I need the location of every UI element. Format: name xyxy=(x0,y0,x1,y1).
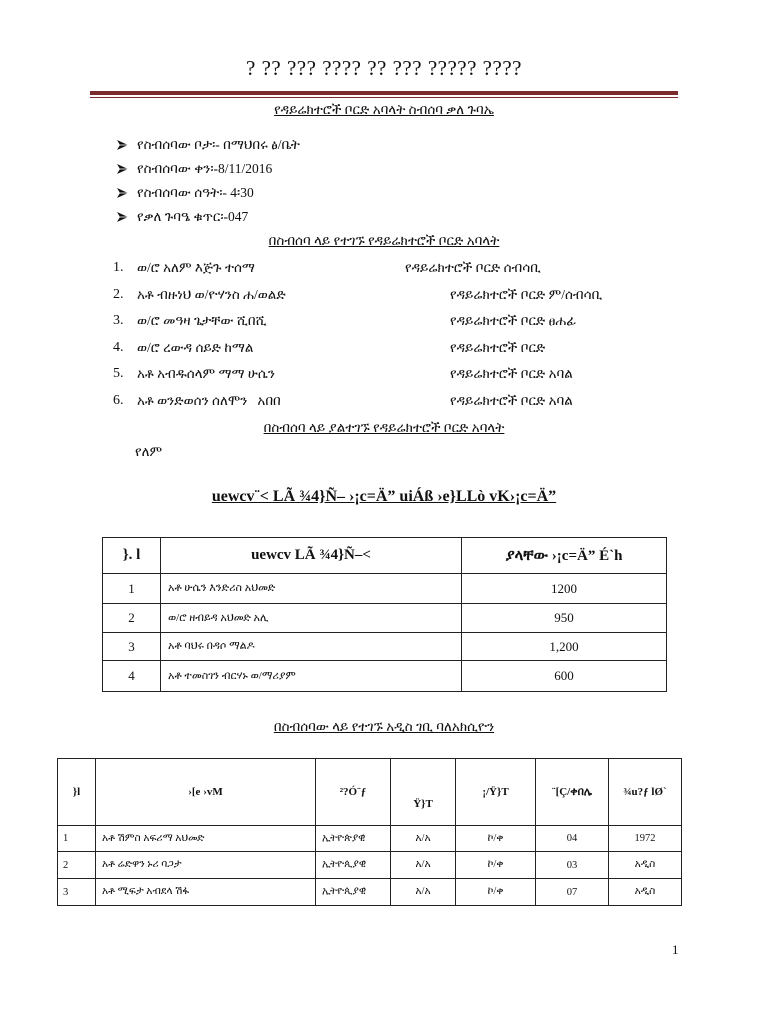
woreda: 04 xyxy=(536,826,609,852)
minutes-number: የቃለ ጉባዔ ቁጥር፡-047 xyxy=(137,209,249,224)
city: አ/አ xyxy=(391,852,456,879)
meeting-location: የስብሰባው ቦታ፡- በማህበሩ ፅ/ቤት xyxy=(137,137,300,152)
nationality: ኢትዮጲያዊ xyxy=(316,879,391,906)
share-transfer-table xyxy=(102,537,667,692)
column-header-name: uewcv LÃ ¾4}Ñ–< xyxy=(161,538,462,574)
house-number: አዲስ xyxy=(609,879,682,906)
minutes-subtitle: የዳይሬክተሮች ቦርድ አባላት ስብሰባ ቃለ ጉባኤ xyxy=(274,102,494,117)
city: አ/አ xyxy=(391,826,456,852)
woreda: 03 xyxy=(536,852,609,879)
attendee-row xyxy=(0,340,768,367)
attendee-number: 5. xyxy=(113,366,124,382)
absent-none-text: የለም xyxy=(135,444,163,459)
share-amount: 950 xyxy=(462,604,667,633)
row-number: 3 xyxy=(58,879,96,906)
arrow-bullet-icon xyxy=(117,212,128,222)
table-row xyxy=(103,574,667,604)
column-header-number: }l xyxy=(58,759,96,826)
table-header-row xyxy=(58,759,682,826)
arrow-bullet-icon xyxy=(117,188,128,198)
shareholder-name: አቶ ሚፍታ አብደላ ሽፋ xyxy=(96,879,316,906)
attendee-row xyxy=(0,260,768,287)
column-header-number: }. l xyxy=(103,538,161,574)
meeting-info-item xyxy=(0,185,768,209)
document-title: ? ?? ??? ???? ?? ??? ????? ???? xyxy=(246,56,522,80)
share-transfer-heading: uewcv¨< LÃ ¾4}Ñ– ›¡c=Ä” uiÁß ›e}LLò vK›¡c=Ä” xyxy=(211,488,557,505)
attendee-row xyxy=(0,287,768,314)
attendee-role: የዳይሬክተሮች ቦርድ አባል xyxy=(450,392,573,408)
attendee-role: የዳይሬክተሮች ቦርድ xyxy=(450,339,546,355)
table-row xyxy=(58,879,682,906)
attendee-number: 6. xyxy=(113,392,124,408)
meeting-info-item xyxy=(0,161,768,185)
table-row xyxy=(103,661,667,692)
meeting-info-list xyxy=(0,137,768,233)
meeting-time: የስብሰባው ሰዓት፡- 4፡30 xyxy=(137,185,254,200)
table-row xyxy=(58,826,682,852)
meeting-info-item xyxy=(0,209,768,233)
shareholder-name: አቶ ባህሩ በዳሶ ማልዶ xyxy=(161,633,462,661)
shareholder-name: አቶ ሬድዋን ኑሪ ባጋታ xyxy=(96,852,316,879)
title-double-rule xyxy=(90,91,678,98)
column-header-full-name: ›[e ›vM xyxy=(96,759,316,826)
attendee-name: ወ/ሮ አለም እጅጉ ተሰማ xyxy=(137,260,255,275)
row-number: 3 xyxy=(103,633,161,661)
meeting-date: የስብሰባው ቀን፡-8/11/2016 xyxy=(137,161,273,176)
attendee-row xyxy=(0,366,768,393)
subcity: ኮ/ቀ xyxy=(456,879,536,906)
row-number: 1 xyxy=(58,826,96,852)
shareholder-name: አቶ ተመስገን ብርሃኑ ወ/ማሪያም xyxy=(161,661,462,692)
share-amount: 1200 xyxy=(462,574,667,604)
absent-heading: በስብሰባ ላይ ያልተገኙ የዳይሬክተሮች ቦርድ አባላት xyxy=(263,420,505,435)
attendee-role: የዳይሬክተሮች ቦርድ ም/ሰብሳቢ xyxy=(450,286,603,302)
column-header-city: Ÿ}T xyxy=(391,759,456,826)
column-header-subcity: ¡/Ÿ}T xyxy=(456,759,536,826)
attendee-row xyxy=(0,313,768,340)
attendee-role: የዳይሬክተሮች ቦርድ ፀሐፊ xyxy=(450,313,577,329)
city: አ/አ xyxy=(391,879,456,906)
subcity: ኮ/ቀ xyxy=(456,826,536,852)
attendee-row xyxy=(0,393,768,420)
row-number: 4 xyxy=(103,661,161,692)
woreda: 07 xyxy=(536,879,609,906)
house-number: 1972 xyxy=(609,826,682,852)
attendee-number: 2. xyxy=(113,286,124,302)
table-row xyxy=(103,633,667,661)
arrow-bullet-icon xyxy=(117,164,128,174)
new-shareholders-heading: በስብሰባው ላይ የተገኙ አዲስ ገቢ ባለአክሲዮን xyxy=(273,719,495,734)
arrow-bullet-icon xyxy=(117,140,128,150)
meeting-info-item xyxy=(0,137,768,161)
attendees-list xyxy=(0,260,768,420)
attendee-name: አቶ ብዙነህ ወ/ዮሃንስ ሐ/ወልድ xyxy=(137,286,286,302)
row-number: 1 xyxy=(103,574,161,604)
attendee-role: የዳይሬክተሮች ቦርድ አባል xyxy=(450,366,573,382)
attendee-number: 4. xyxy=(113,339,124,355)
attendee-name: አቶ ወንድወሰን ሰለሞን አበበ xyxy=(137,392,281,408)
row-number: 2 xyxy=(103,604,161,633)
share-amount: 1,200 xyxy=(462,633,667,661)
subcity: ኮ/ቀ xyxy=(456,852,536,879)
shareholder-name: አቶ ሁሴን እንድሪስ አህመድ xyxy=(161,574,462,604)
house-number: አዲስ xyxy=(609,852,682,879)
table-row xyxy=(103,604,667,633)
shareholder-name: አቶ ሽምስ አፍሪማ አህመድ xyxy=(96,826,316,852)
attendee-role: የዳይሬክተሮች ቦርድ ሰብሳቢ xyxy=(405,260,541,275)
nationality: ኢትዮጲያዊ xyxy=(316,852,391,879)
table-header-row xyxy=(103,538,667,574)
column-header-shares: ያላቸው ›¡c=Ä” É`h xyxy=(462,538,667,574)
page-number: 1 xyxy=(672,942,679,957)
column-header-nationality: ²?Ó¨ƒ xyxy=(316,759,391,826)
attendee-name: ወ/ሮ መዓዛ ጌታቸው ሺበሺ xyxy=(137,313,267,329)
attendee-number: 3. xyxy=(113,313,124,329)
row-number: 2 xyxy=(58,852,96,879)
column-header-house-number: ¾u?ƒ lØ` xyxy=(609,759,682,826)
share-amount: 600 xyxy=(462,661,667,692)
new-shareholders-table xyxy=(57,758,682,906)
attendee-number: 1. xyxy=(113,260,124,275)
column-header-woreda: ¨[Ç/ቀበሌ xyxy=(536,759,609,826)
nationality: ኢትዮጵያዊ xyxy=(316,826,391,852)
attendee-name: አቶ አብዱሰላም ማማ ሁሴን xyxy=(137,366,275,382)
attendees-heading: በስብሰባ ላይ የተገኙ የዳይሬክተሮች ቦርድ አባላት xyxy=(268,233,500,248)
shareholder-name: ወ/ሮ ዘብይዳ አህመድ አሊ xyxy=(161,604,462,633)
attendee-name: ወ/ሮ ረውዳ ሰይድ ከማል xyxy=(137,339,254,355)
table-row xyxy=(58,852,682,879)
